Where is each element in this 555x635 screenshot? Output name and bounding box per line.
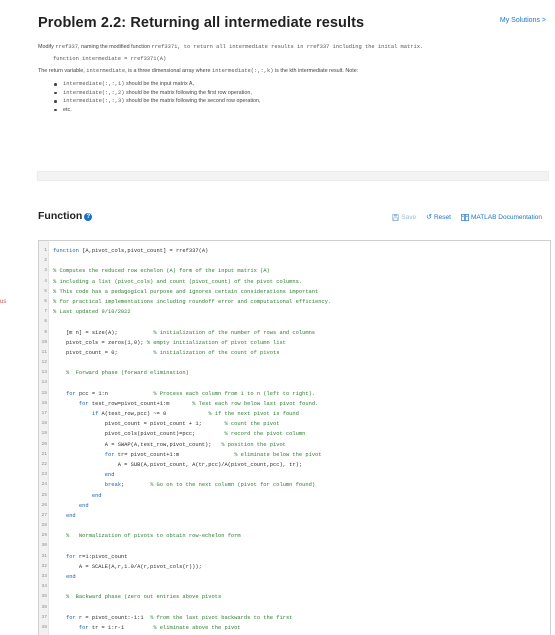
description-paragraph-2 [38,68,548,75]
code-line[interactable] [39,317,550,327]
code-text [53,246,208,256]
code-text [53,287,318,297]
code-token [53,533,66,539]
code-comment: % count the pivot [224,421,280,428]
code-line[interactable] [39,256,550,266]
code-keyword: end [91,492,102,499]
code-keyword: for [78,624,89,631]
code-text [53,552,127,562]
line-number: 19 [41,431,47,437]
code-comment: % Backward phase (zero out entries above pivots [65,594,222,601]
code-token: tr= pivot_count+1:m [114,451,235,458]
line-number: 28 [41,523,47,529]
code-keyword: for [104,451,115,458]
code-keyword: end [65,512,76,519]
code-comment: % eliminate above the pivot [153,624,241,631]
code-token: pivot_count = 0; [53,349,154,356]
code-text [53,429,305,439]
desc-code: intermediate(:,:,k) [211,68,274,74]
code-token [53,401,79,407]
list-item [53,89,548,98]
line-number: 11 [41,349,47,355]
docs-label: MATLAB Documentation [470,213,542,221]
code-line[interactable] [39,603,550,613]
line-number: 10 [41,339,47,345]
code-line[interactable] [39,358,550,368]
line-number: 33 [41,574,47,579]
reset-button[interactable] [426,213,451,221]
bullet-code: intermediate(:,:,2) [63,89,125,96]
desc-code: intermediate [86,68,126,74]
code-text [53,460,302,470]
code-line[interactable] [39,307,550,317]
code-comment: % Process each column from 1 to n (left to right). [153,390,316,397]
bullet-text: should be the matrix following the second row operation, [124,98,261,104]
code-token: r=1:pivot_count [75,553,128,560]
code-text [53,409,299,419]
code-keyword: end [104,472,115,479]
code-line[interactable] [39,389,550,399]
code-text [53,623,241,633]
code-keyword: for [65,390,76,397]
desc-text: , naming the modified function [78,44,152,50]
code-text [53,450,322,460]
code-token: A = SWAP(A,test_row,pivot_count); [53,441,222,448]
code-text [53,297,331,307]
line-number: 15 [41,390,47,396]
code-text [53,328,315,338]
code-line[interactable] [39,460,550,470]
code-line[interactable] [39,409,550,419]
code-comment: % This code has a pedagogical purpose and ignores certain considerations important [53,288,319,295]
line-number: 16 [41,400,47,406]
code-lines [39,246,550,633]
desc-text: , is a three dimensional array where [125,68,212,74]
code-line[interactable] [39,521,550,531]
problem-page [27,0,555,635]
save-label: Save [401,213,417,221]
code-text [53,368,189,378]
code-line[interactable] [39,572,550,582]
code-token: A = SCALE(A,r,1.0/A(r,pivot_cols(r))); [53,563,202,570]
line-number: 22 [41,461,47,467]
bullet-code: intermediate(:,:,1) [63,81,125,87]
code-text [53,277,302,287]
code-keyword: for [78,400,89,407]
bullet-text: etc. [63,106,72,113]
code-text [53,491,102,501]
code-text [53,440,286,450]
save-button[interactable] [392,214,416,221]
code-token: A(test_row,pcc) ~= 0 [98,411,209,417]
code-token [53,554,66,560]
line-number: 38 [41,624,47,630]
code-text [53,501,89,511]
code-comment: % Computes the reduced row echelon (A) form of the input matrix (A) [53,268,270,275]
code-line[interactable] [39,297,550,307]
code-token [53,482,105,488]
left-edge-text: us [0,299,7,305]
code-text [53,511,76,521]
code-text [53,592,221,602]
code-line[interactable] [39,287,550,297]
desc-code: rref337 [55,44,79,50]
code-keyword: end [65,574,76,580]
code-text [53,572,76,582]
code-line[interactable] [39,562,550,572]
function-title-text: Function [38,210,83,222]
line-number: 30 [41,543,47,549]
function-signature-code: function intermediate = rref3371(A) [53,56,167,62]
code-token: [m n] = size(A); [53,329,154,336]
code-token [53,594,66,600]
code-token: ; [120,482,151,489]
code-token [53,493,92,499]
line-number: 27 [41,512,47,518]
desc-text: is the kth intermediate result. Note: [273,68,359,74]
page-title: Problem 2.2: Returning all intermediate results [38,15,365,31]
code-line[interactable] [39,582,550,592]
list-item [53,106,548,115]
line-number: 4 [44,278,47,284]
code-keyword: for [65,614,76,621]
code-line[interactable] [39,552,550,562]
code-line[interactable] [39,266,550,276]
code-text [53,470,114,480]
desc-code: rref3371, to return all intermediate results in rref337 including the inital matrix. [151,44,424,50]
code-text [53,419,279,429]
code-keyword: function [53,248,79,254]
code-token: pivot_cols(pivot_count)=pcc; [53,431,225,438]
line-number: 6 [44,298,47,304]
code-text [53,307,131,317]
code-token [53,472,105,478]
code-token [53,513,66,519]
problem-description [38,44,548,114]
code-line[interactable] [39,378,550,388]
code-token [53,574,66,580]
code-line[interactable] [39,613,550,623]
code-line[interactable] [39,246,550,256]
code-comment: % initialization of the count of pivots [153,349,280,356]
code-text [53,389,315,399]
line-number: 23 [41,472,47,478]
line-number: 13 [41,370,47,376]
code-line[interactable] [39,592,550,602]
line-number: 21 [41,451,47,457]
line-number: 20 [41,441,47,447]
code-keyword: for [65,553,76,560]
code-keyword: if [91,411,99,417]
line-number: 26 [41,502,47,508]
code-comment: % including a list (pivot_cols) and count (pivot_count) of the pivot columns. [53,278,303,285]
code-comment: % for practical implementations including roundoff error and computational efficiency. [53,298,332,305]
line-number: 5 [44,288,47,294]
code-comment: % eliminate below the pivot [234,451,322,458]
code-token [53,391,66,397]
code-line[interactable] [39,480,550,490]
code-keyword: end [78,502,89,509]
code-token [53,452,105,458]
list-item [53,80,548,89]
code-token [53,370,66,376]
bullet-text: should be the input matrix A, [124,81,194,87]
line-number: 9 [44,329,47,335]
code-comment: % Test each row below last pivot found. [192,400,319,407]
reset-icon: ↺ [426,214,432,221]
code-text [53,531,241,541]
help-icon[interactable]: ? [84,213,92,221]
code-token: A = SUB(A,pivot_count, A(tr,pcc)/A(pivot_count,pcc), tr); [53,461,303,468]
editor-toolbar [382,213,542,221]
code-comment: % empty initialization of pivot column list [146,339,286,346]
desc-text: The return variable, [38,68,87,74]
code-comment: % Forward phase (forward elimination) [65,370,189,377]
divider-bar [37,171,549,181]
line-number: 25 [41,492,47,498]
code-token: pivot_cols = zeros(1,0); [53,339,147,346]
code-comment: % position the pivot [221,441,286,448]
code-token [53,503,79,509]
save-icon [392,214,399,221]
code-line[interactable] [39,368,550,378]
code-line[interactable] [39,328,550,338]
code-comment: % Normalization of pivots to obtain row-echelon form [65,533,241,540]
code-comment: % if the next pivot is found [208,411,299,417]
code-comment: % initialization of the number of rows and columns [153,329,316,336]
code-token: r = pivot_count:-1:1 [75,614,151,621]
line-number: 37 [41,614,47,620]
code-token: [A,pivot_cols,pivot_count] = rref337(A) [78,248,209,254]
code-token: pivot_count = pivot_count + 1; [53,421,225,428]
code-line[interactable] [39,531,550,541]
bullet-code: intermediate(:,:,3) [63,98,125,104]
line-number: 29 [41,533,47,539]
code-text [53,480,315,490]
line-number: 3 [44,268,47,274]
line-number: 34 [41,584,47,590]
code-line[interactable] [39,429,550,439]
line-number: 12 [41,360,47,366]
code-line[interactable] [39,623,550,633]
code-line[interactable] [39,470,550,480]
code-text [53,399,318,409]
code-token: test_row=pivot_count+1:m [88,400,193,407]
code-line[interactable] [39,491,550,501]
list-item [53,97,548,106]
line-number: 7 [44,309,47,315]
code-line[interactable] [39,348,550,358]
function-section-title [38,210,92,222]
code-line[interactable] [39,338,550,348]
reset-label: Reset [433,213,451,221]
bullet-text: should be the matrix following the first row operation, [124,89,252,96]
line-number: 14 [41,380,47,386]
code-comment: % Last updated 9/10/2022 [53,309,131,316]
code-line[interactable] [39,440,550,450]
code-line[interactable] [39,501,550,511]
matlab-documentation-link[interactable] [461,214,542,221]
book-icon [461,214,469,221]
line-number: 18 [41,421,47,427]
line-number: 17 [41,411,47,416]
code-text [53,348,279,358]
line-number: 1 [44,248,47,253]
line-number: 31 [41,553,47,559]
code-text [53,338,286,348]
code-comment: % record the pivot column [224,431,306,438]
code-editor[interactable] [38,240,551,635]
code-keyword: break [104,482,121,489]
code-line[interactable] [39,541,550,551]
line-number: 36 [41,604,47,610]
code-token [53,625,79,631]
line-number: 24 [41,482,47,488]
code-line[interactable] [39,419,550,429]
code-comment: % Go on to the next column (pivot for column found) [150,482,316,489]
code-token [53,615,66,621]
line-number: 35 [41,594,47,600]
desc-text: Modify [38,44,56,50]
code-line[interactable] [39,511,550,521]
code-comment: % from the last pivot backwards to the first [150,614,293,621]
code-token: pcc = 1:n [75,390,154,397]
code-text [53,266,270,276]
line-number: 32 [41,563,47,569]
description-paragraph-1 [38,44,548,51]
my-solutions-link[interactable]: My Solutions > [499,17,546,24]
note-list [53,80,548,114]
code-line[interactable] [39,277,550,287]
code-line[interactable] [39,450,550,460]
code-token [53,411,92,417]
code-text [53,562,202,572]
line-number: 8 [44,319,47,325]
code-token: tr = 1:r-1 [88,624,154,631]
code-line[interactable] [39,399,550,409]
line-number: 2 [44,258,47,264]
code-text [53,613,292,623]
